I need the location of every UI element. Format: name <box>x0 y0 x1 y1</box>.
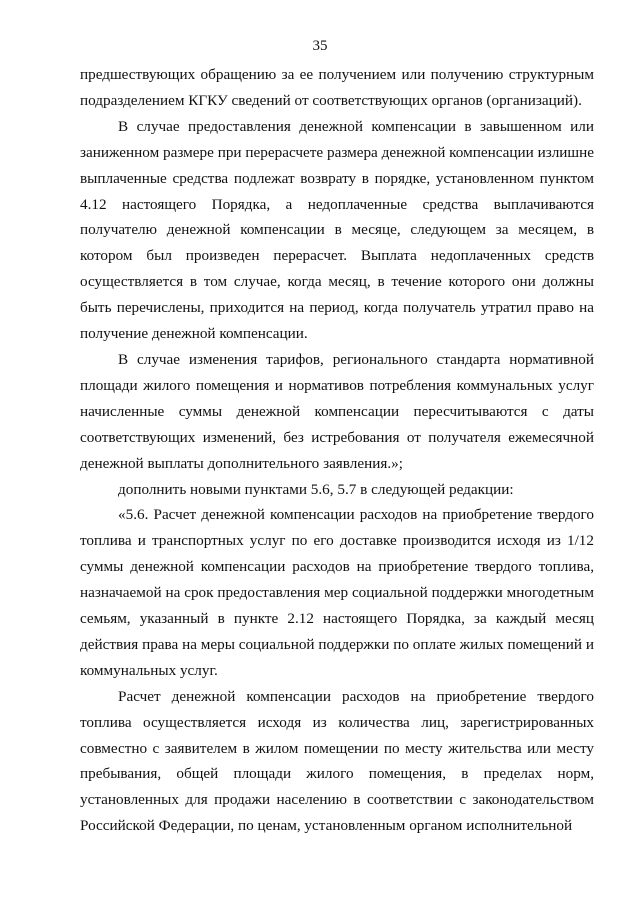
paragraph-solid-fuel-calculation: Расчет денежной компенсации расходов на приобретение твердого топлива осуществляется исходя из количества лиц, зарегистрированных совместно с заявителем в жилом помещении по месту жительства или месту пребывания, общей площади жилого помещения, в пределах норм, установленных для продажи населению в соответствии с законодательством Российской Федерации, по ценам, установленным органом исполнительной <box>80 687 594 835</box>
paragraph-tariff-change: В случае изменения тарифов, регионального стандарта нормативной площади жилого помещения и нормативов потребления коммунальных услуг начисленные суммы денежной компенсации пересчитываются с даты соответствующих изменений, без истребования от получателя ежемесячной денежной выплаты дополнительного заявления.»; <box>80 350 594 472</box>
document-body <box>80 62 594 839</box>
page-number: 35 <box>312 38 328 54</box>
paragraph-continuation: предшествующих обращению за ее получением или получению структурным подразделением КГКУ сведений от соответствующих органов (организаций). <box>80 66 594 109</box>
paragraph-amendment-intro: дополнить новыми пунктами 5.6, 5.7 в следующей редакции: <box>118 480 514 498</box>
paragraph-clause-5-6: «5.6. Расчет денежной компенсации расходов на приобретение твердого топлива и транспортных услуг по его доставке производится исходя из 1/12 суммы денежной компенсации расходов на приобретение твердого топлива, назначаемой на срок предоставления мер социальной поддержки многодетным семьям, указанный в пункте 2.12 настоящего Порядка, за каждый месяц действия права на меры социальной поддержки по оплате жилых помещений и коммунальных услуг. <box>80 506 594 679</box>
paragraph-compensation-recalculation: В случае предоставления денежной компенсации в завышенном или заниженном размере при перерасчете размера денежной компенсации излишне выплаченные средства подлежат возврату в порядке, установленном пунктом 4.12 настоящего Порядка, а недоплаченные средства выплачиваются получателю денежной компенсации в месяце, следующем за месяцем, в котором был произведен перерасчет. Выплата недоплаченных средств осуществляется в том случае, когда месяц, в течение которого они должны быть перечислены, приходится на период, когда получатель утратил право на получение денежной компенсации. <box>80 117 594 343</box>
